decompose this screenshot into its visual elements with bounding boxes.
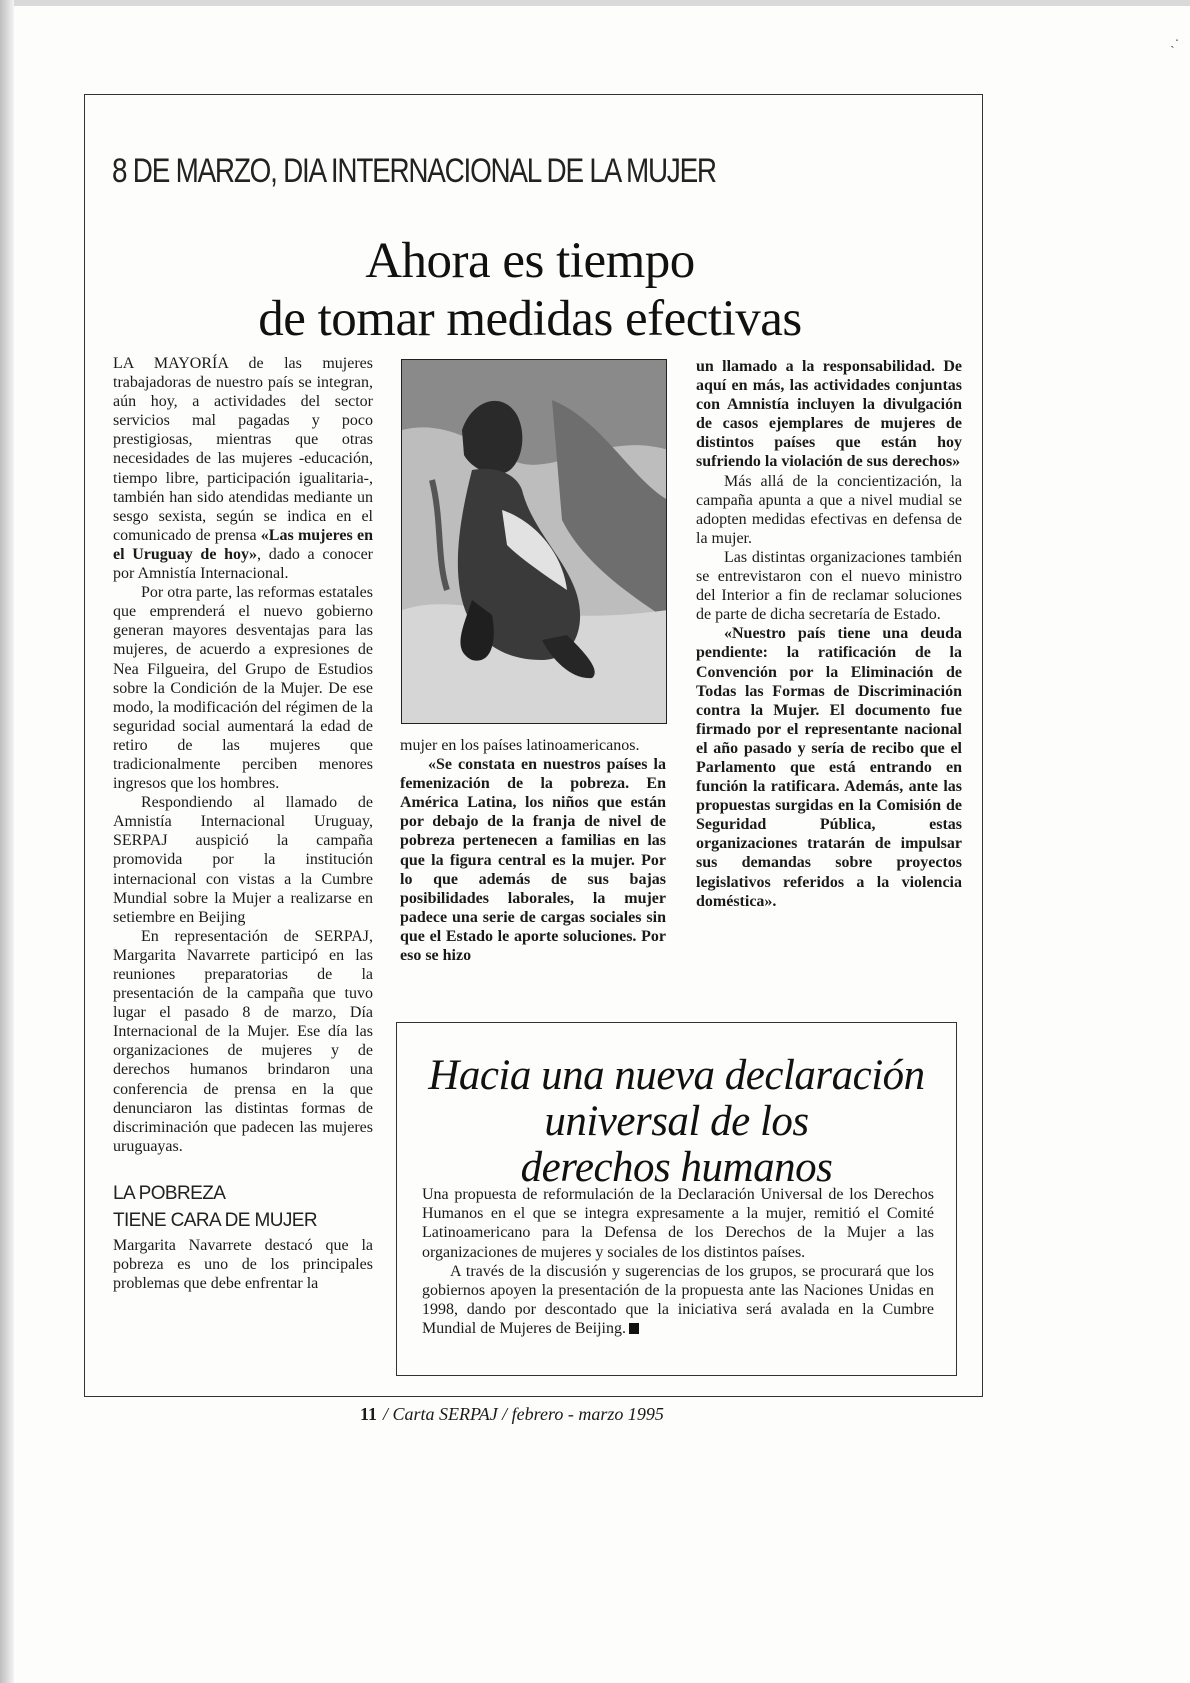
col1-paragraph-2: Por otra parte, las reformas estatales que emprenderá el nuevo gobierno generan mayores desventajas para las mujeres, de acuerdo a expresiones de Nea Filgueira, del Grupo de Estudios sobre la Condición de la Mujer. De ese modo, la modificación del régimen de la seguridad social aumentará la edad de retiro de las mujeres que tradicionalmente perciben menores ingresos que los hombres.	[113, 584, 373, 793]
subheading	[113, 1180, 373, 1234]
sidebar-title-line-3: derechos humanos	[520, 1144, 833, 1191]
col1-paragraph-3: Respondiendo al llamado de Amnistía Internacional Uruguay, SERPAJ auspició la campaña promovida por la institución internacional con vistas a la Cumbre Mundial sobre la Mujer a realizarse en setiembre en Beijing	[113, 794, 373, 926]
col1-paragraph-1	[113, 354, 373, 583]
col1-paragraph-5: Margarita Navarrete destacó que la pobreza es uno de los principales problemas que debe enfrentar la	[113, 1236, 373, 1293]
sidebar-paragraph-2	[422, 1262, 934, 1339]
sidebar-title-line-2: universal de los	[544, 1098, 809, 1145]
lead-in: LA MAYORÍA	[113, 355, 229, 372]
col1-p1-text: de las mujeres trabajadoras de nuestro país se integran, aún hoy, a actividades del sector servicios mal pagadas y poco prestigiosas, mientras que otras necesidades de las mujeres -educación, tiempo libre, participación igualitaria-, también han sido atendidas mediante un sesgo sexista, según se indica en el comunicado de prensa	[113, 355, 373, 544]
article-photo	[401, 359, 667, 724]
sidebar-paragraph-2-text: A través de la discusión y sugerencias de los grupos, se procurará que los gobiernos apoyen la presentación de la propuesta ante las Naciones Unidas en 1998, dando por descontado que la iniciativa será avalada en la Cumbre Mundial de Mujeres de Beijing.	[422, 1262, 934, 1338]
headline-line-2: de tomar medidas efectivas	[258, 291, 802, 347]
page-footer	[360, 1404, 664, 1425]
subheading-line-2: TIENE CARA DE MUJER	[113, 1209, 317, 1231]
col3-paragraph-2: Más allá de la concientización, la campaña apunta a que a nivel mudial se adopten medidas efectivas en defensa de la mujer.	[696, 472, 962, 547]
col2-paragraph-1: mujer en los países latinoamericanos.	[400, 737, 640, 754]
article-headline	[200, 232, 860, 348]
headline-line-1: Ahora es tiempo	[365, 233, 695, 289]
sidebar-title	[398, 1053, 955, 1191]
col3-quote-2: «Nuestro país tiene una deuda pendiente: la ratificación de la Convención por la Eliminación de Todas las Formas de Discriminación contra la Mujer. El documento fue firmado por el representante nacional el año pasado y sería de recibo que el Parlamento que está entrando en función la ratificara. Además, ante las propuestas surgidas en la Comisión de Seguridad Pública, estas organizaciones tratarán de impulsar sus demandas sobre proyectos legislativos referidos a la violencia doméstica».	[696, 625, 962, 910]
col1-p1-end: , dado a conocer por Amnistía Internacional.	[113, 545, 373, 583]
end-mark-icon	[629, 1323, 639, 1334]
col3-quote-end: un llamado a la responsabilidad. De aquí en más, las actividades conjuntas con Amnistía incluyen la divulgación de casos ejemplares de mujeres de distintos países que están hoy sufriendo la violación de sus derechos»	[696, 358, 962, 471]
page-top-edge	[0, 0, 1190, 6]
article-column-1	[113, 354, 373, 1293]
press-release-title: «Las mujeres en el Uruguay de hoy»	[113, 526, 373, 563]
article-column-2	[400, 736, 666, 965]
photo-woman-crouching	[402, 360, 667, 724]
col2-quote: «Se constata en nuestros países la femenización de la pobreza. En América Latina, los niños que están por debajo de la franja de nivel de pobreza pertenecen a familias en las que la figura central es la mujer. Por lo que además de sus bajas posibilidades laborales, la mujer padece una serie de cargas sociales sin que el Estado le aporte soluciones. Por eso se hizo	[400, 756, 666, 965]
col3-paragraph-3: Las distintas organizaciones también se entrevistaron con el nuevo ministro del Interior a fin de reclamar soluciones de parte de dicha secretaría de Estado.	[696, 548, 962, 624]
sidebar-title-line-1: Hacia una nueva declaración	[428, 1052, 925, 1099]
page-binding-shadow	[0, 0, 14, 1683]
article-column-3	[696, 357, 962, 911]
section-kicker: 8 DE MARZO, DIA INTERNACIONAL DE LA MUJER	[112, 152, 716, 190]
margin-mark: ˎ·	[1170, 34, 1180, 49]
subheading-line-1: LA POBREZA	[113, 1182, 226, 1204]
sidebar-body	[422, 1185, 934, 1339]
col1-paragraph-4: En representación de SERPAJ, Margarita Navarrete participó en las reuniones preparatorias de la presentación de la campaña que tuvo lugar el pasado 8 de marzo, Día Internacional de la Mujer. Ese día las organizaciones de mujeres y de derechos humanos brindaron una conferencia de prensa en la que denunciaron las distintas formas de discriminación que padecen las mujeres uruguayas.	[113, 927, 373, 1155]
sidebar-paragraph-1: Una propuesta de reformulación de la Declaración Universal de los Derechos Humanos en el que se integra expresamente a la mujer, remitió el Comité Latinoamericano para la Defensa de los Derechos de la Mujer a las organizaciones de mujeres y sociales de los distintos países.	[422, 1186, 934, 1261]
page-number: 11	[360, 1404, 378, 1424]
publication-info: / Carta SERPAJ / febrero - marzo 1995	[383, 1404, 664, 1424]
